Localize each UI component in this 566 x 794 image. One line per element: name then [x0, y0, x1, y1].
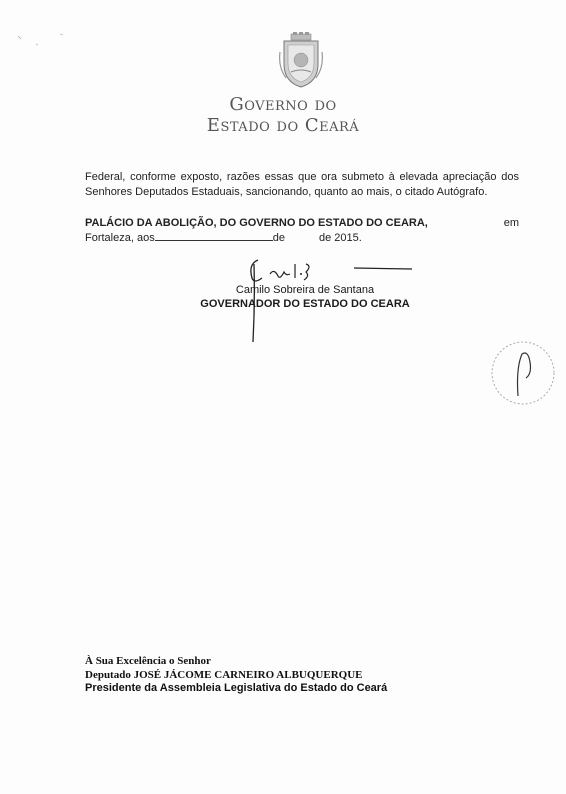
palace-paragraph — [85, 216, 519, 246]
header-line1-small: DO — [314, 99, 337, 114]
header-line2-cap: E — [206, 115, 221, 136]
palace-line: PALÁCIO DA ABOLIÇÃO, DO GOVERNO DO ESTADO DO CEARA, — [85, 217, 428, 229]
year-text: de 2015. — [318, 232, 362, 244]
rubric-stamp — [488, 338, 558, 408]
header-line1-rest: OVERNO — [244, 99, 309, 114]
signatory-title: GOVERNADOR DO ESTADO DO CEARA — [200, 298, 410, 310]
addressee-name: Deputado JOSÉ JÁCOME CARNEIRO ALBUQUERQUE — [85, 668, 363, 681]
date-line — [85, 231, 519, 246]
city-prefix: Fortaleza, aos — [85, 232, 155, 244]
addressee-position: Presidente da Assembleia Legislativa do Estado do Ceará — [85, 682, 388, 694]
header-line2-rest2: EARÁ — [319, 120, 360, 135]
header-line2-rest: STADO — [220, 120, 271, 135]
header-line2-cap2: C — [304, 115, 320, 136]
header-line1-cap: G — [229, 94, 245, 115]
addressee-salutation: À Sua Excelência o Senhor — [85, 655, 211, 667]
palace-em: em — [503, 217, 519, 229]
state-crest-icon — [278, 32, 324, 88]
body-paragraph: Federal, conforme exposto, razões essas que ora submeto à elevada apreciação dos Senhores Deputados Estaduais, sancionando, quanto ao mais, o citado Autógrafo. — [85, 171, 519, 198]
header-line2-small: DO — [276, 120, 299, 135]
day-blank — [155, 231, 273, 241]
scan-marks — [16, 30, 76, 55]
header-governo — [0, 94, 566, 115]
header-estado — [0, 115, 566, 136]
de-word: de — [272, 232, 285, 244]
signature-block — [190, 283, 420, 311]
addressee-block — [85, 655, 387, 696]
signatory-name: Camilo Sobreira de Santana — [235, 284, 375, 296]
